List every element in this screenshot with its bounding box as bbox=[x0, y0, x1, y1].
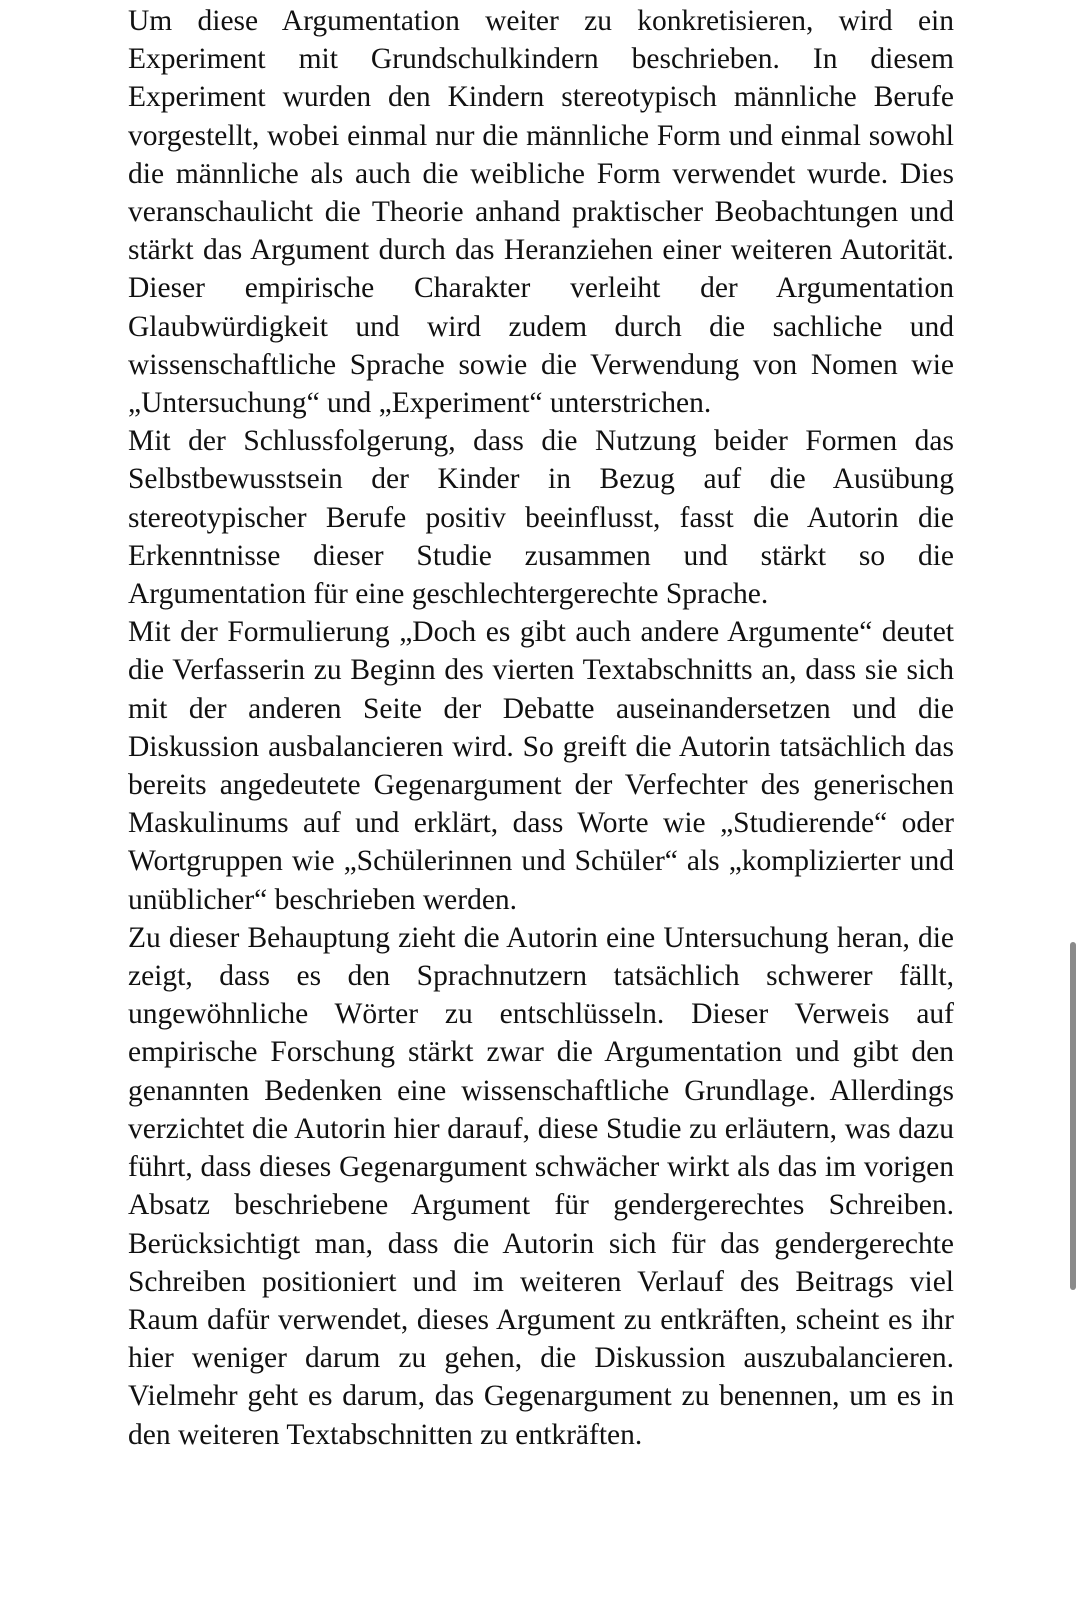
vertical-scrollbar[interactable] bbox=[1066, 0, 1080, 1605]
paragraph-4: Zu dieser Behauptung zieht die Autorin eine Untersuchung heran, die zeigt, dass es den Sprachnutzern tatsächlich schwerer fällt, ungewöhnliche Wörter zu entschlüsseln. Dieser Verweis auf empirische Forschung stärkt zwar die Argumentation und gibt den genannten Bedenken eine wissenschaftliche Grundlage. Allerdings verzichtet die Autorin hier darauf, diese Studie zu erläutern, was dazu führt, dass dieses Gegenargument schwächer wirkt als das im vorigen Absatz beschriebene Argument für gendergerechtes Schreiben. Berücksichtigt man, dass die Autorin sich für das gendergerechte Schreiben positioniert und im weiteren Verlauf des Beitrags viel Raum dafür verwendet, dieses Argument zu entkräften, scheint es ihr hier weniger darum zu gehen, die Diskussion auszubalancieren. Vielmehr geht es darum, das Gegenargument zu benennen, um es in den weiteren Textabschnitten zu entkräften. bbox=[128, 921, 954, 1451]
scrollbar-thumb[interactable] bbox=[1070, 942, 1076, 1290]
paragraph-3: Mit der Formulierung „Doch es gibt auch andere Argumente“ deutet die Verfasserin zu Beginn des vierten Textabschnitts an, dass sie sich mit der anderen Seite der Debatte auseinandersetzen und die Diskussion ausbalancieren wird. So greift die Autorin tatsächlich das bereits angedeutete Gegenargument der Verfechter des generischen Maskulinums auf und erklärt, dass Worte wie „Studierende“ oder Wortgruppen wie „Schülerinnen und Schüler“ als „komplizierter und unüblicher“ beschrieben werden. bbox=[128, 616, 954, 916]
paragraph-2: Mit der Schlussfolgerung, dass die Nutzung beider Formen das Selbstbewusstsein der Kinder in Bezug auf die Ausübung stereotypischer Berufe positiv beeinflusst, fasst die Autorin die Erkenntnisse dieser Studie zusammen und stärkt so die Argumentation für eine geschlechtergerechte Sprache. bbox=[128, 425, 954, 611]
document-body bbox=[128, 2, 954, 1454]
paragraph-1: Um diese Argumentation weiter zu konkretisieren, wird ein Experiment mit Grundschulkindern beschrieben. In diesem Experiment wurden den Kindern stereotypisch männliche Berufe vorgestellt, wobei einmal nur die männliche Form und einmal sowohl die männliche als auch die weibliche Form verwendet wurde. Dies veranschaulicht die Theorie anhand praktischer Beobachtungen und stärkt das Argument durch das Heranziehen einer weiteren Autorität. Dieser empirische Charakter verleiht der Argumentation Glaubwürdigkeit und wird zudem durch die sachliche und wissenschaftliche Sprache sowie die Verwendung von Nomen wie „Untersuchung“ und „Experiment“ unterstrichen. bbox=[128, 5, 954, 420]
